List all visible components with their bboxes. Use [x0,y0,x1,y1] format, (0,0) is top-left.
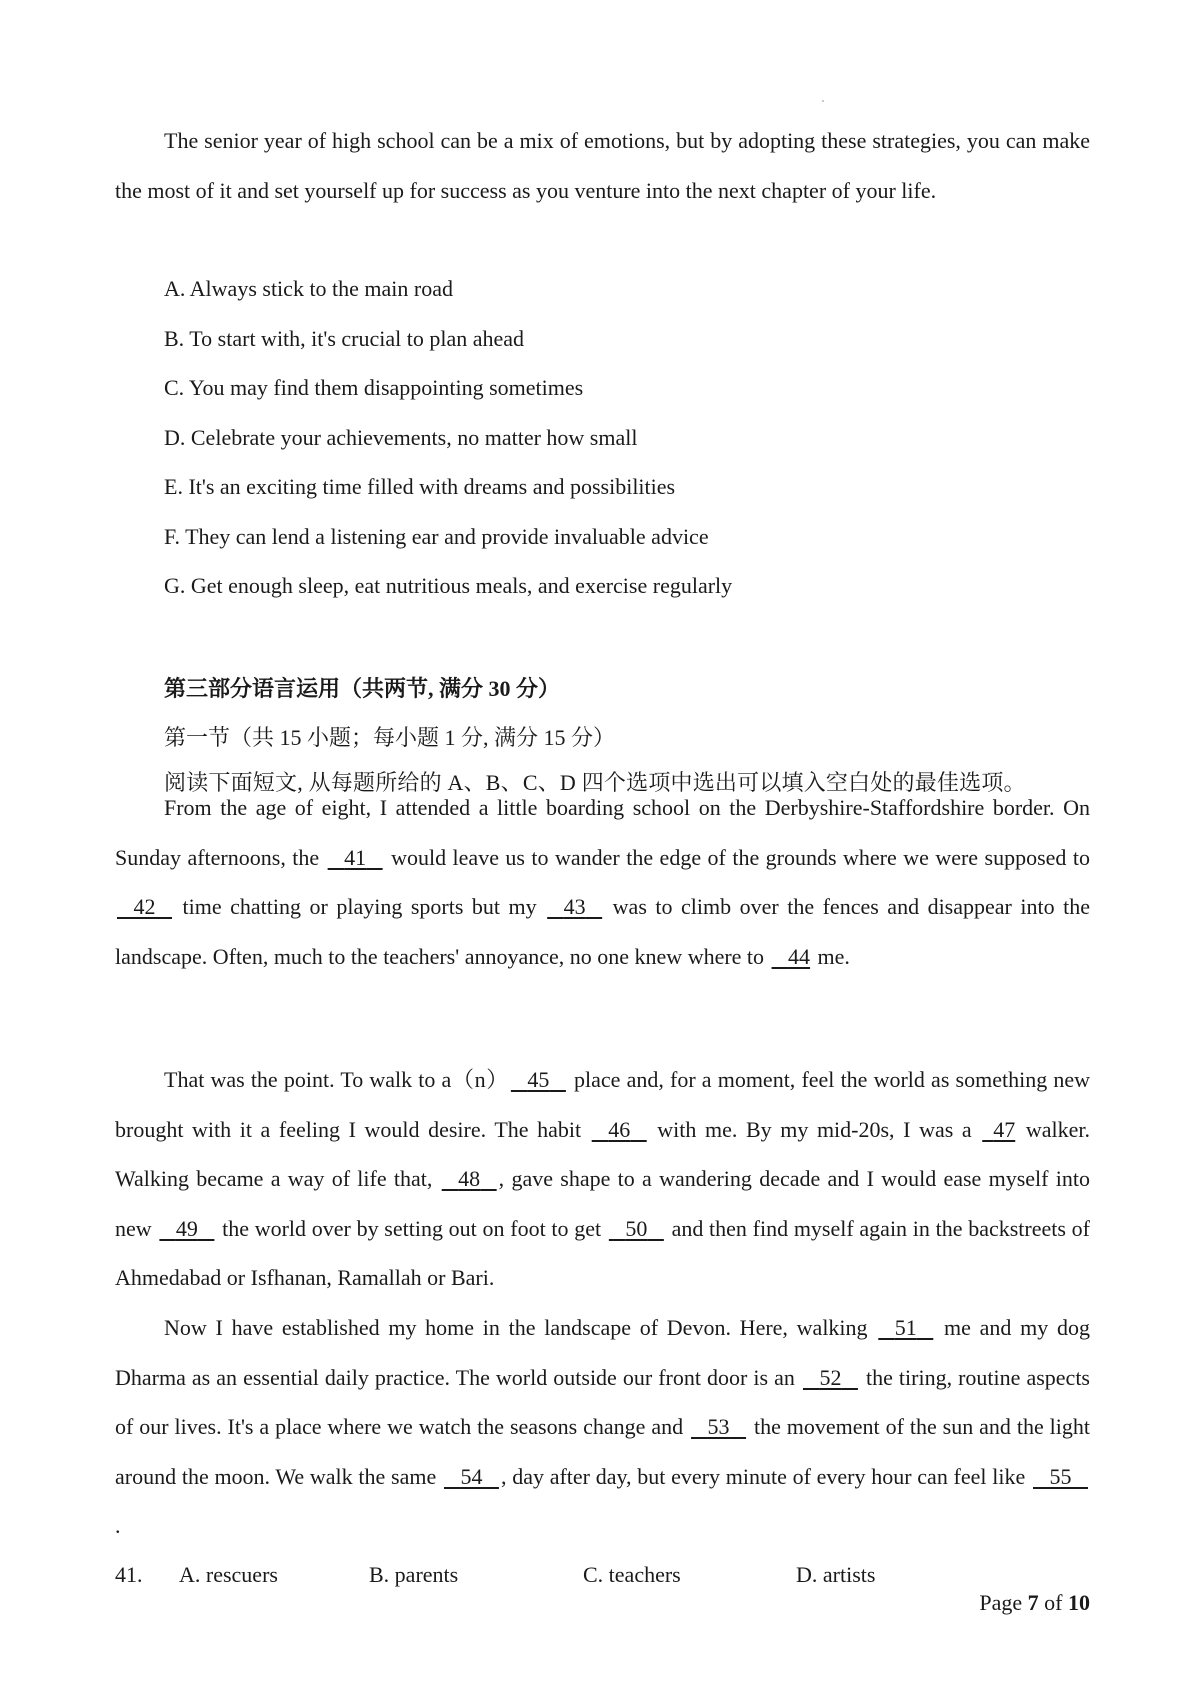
cloze-text: was to climb over the fences and disappear into the landscape. Often, much to the teachers' annoyance, no one knew where to [115,894,1090,969]
cloze-text: walker. Walking became a way of life that, [115,1116,1090,1191]
cloze-text: the world over by setting out on foot to get [216,1215,607,1241]
section-instruction: 阅读下面短文, 从每题所给的 A、B、C、D 四个选项中选出可以填入空白处的最佳选项。 [164,770,1026,795]
blank-41-number: 41 [344,844,367,870]
option-e: E. It's an exciting time filled with dreams and possibilities [164,474,676,499]
page-number-total: 10 [1068,1590,1090,1615]
answer-options-list [164,264,1064,611]
cloze-text: , day after day, but every minute of every hour can feel like [500,1463,1031,1489]
cloze-paragraph-2 [115,1055,1090,1303]
cloze-paragraph-1 [115,783,1090,981]
blank-50 [607,1204,666,1254]
option-a: A. Always stick to the main road [164,276,454,301]
option-b: B. To start with, it's crucial to plan ahead [164,325,525,351]
cloze-text: From the age of eight, I attended a little boarding school on the Derbyshire-Staffordshire border. On Sunday afternoons, the [115,795,1090,870]
blank-47-number: 47 [993,1116,1016,1142]
blank-43-number: 43 [563,894,586,919]
blank-53 [689,1402,748,1452]
blank-49 [157,1204,216,1254]
question-41-option-b: B. parents [369,1562,459,1587]
cloze-text: with me. By my mid-20s, I was a [648,1116,981,1142]
cloze-text: , gave shape to a wandering decade and I would ease myself into new [115,1166,1090,1241]
page-number [979,1583,1090,1623]
blank-53-number: 53 [707,1414,730,1439]
cloze-text: and then find myself again in the backstreets of Ahmedabad or Isfhanan, Ramallah or Bari. [115,1215,1090,1290]
cloze-text: me and my dog Dharma as an essential daily practice. The world outside our front door is an [115,1315,1090,1390]
option-d: D. Celebrate your achievements, no matter how small [164,424,638,450]
blank-41 [326,833,385,883]
blank-47 [980,1105,1017,1155]
option-c: C. You may find them disappointing sometimes [164,375,584,400]
cloze-text: time chatting or playing sports but my [174,894,546,919]
page-number-prefix: Page [979,1590,1028,1615]
section-title: 第三部分语言运用（共两节, 满分 30 分） [164,676,561,701]
cloze-paragraph-3 [115,1303,1090,1551]
question-41-option-a: A. rescuers [179,1562,278,1587]
blank-46 [590,1105,649,1155]
scan-speck [822,100,824,102]
blank-48-number: 48 [458,1166,481,1191]
page-number-separator: of [1038,1590,1068,1615]
cloze-text: would leave us to wander the edge of the grounds where we were supposed to [384,844,1090,870]
cloze-text: the tiring, routine aspects of our lives. It's a place where we watch the seasons change and [115,1364,1090,1439]
cloze-text: me. [812,943,850,969]
page-number-current: 7 [1027,1590,1039,1615]
blank-46-number: 46 [608,1116,631,1142]
blank-52 [801,1353,860,1403]
blank-44-number: 44 [788,943,811,969]
blank-54 [442,1452,501,1502]
cloze-text: the movement of the sun and the light around the moon. We walk the same [115,1414,1090,1489]
passage-conclusion [115,116,1090,215]
blank-55-number: 55 [1049,1463,1072,1489]
blank-45-number: 45 [527,1067,550,1092]
blank-55 [1031,1452,1090,1502]
cloze-text: . [115,1513,121,1538]
blank-51-number: 51 [894,1315,917,1340]
blank-43 [545,882,604,932]
blank-51 [876,1303,935,1353]
option-f: F. They can lend a listening ear and provide invaluable advice [164,523,709,549]
blank-44 [770,932,813,982]
cloze-text: That was the point. To walk to a（n） [164,1067,509,1092]
option-g: G. Get enough sleep, eat nutritious meals, and exercise regularly [164,573,733,598]
cloze-text: Now I have established my home in the landscape of Devon. Here, walking [164,1315,877,1340]
blank-45 [509,1055,568,1105]
subsection-title: 第一节（共 15 小题；每小题 1 分, 满分 15 分） [164,725,616,750]
cloze-text: place and, for a moment, feel the world as something new brought with it a feeling I would desire. The habit [115,1067,1090,1142]
blank-52-number: 52 [819,1364,842,1390]
passage-conclusion-text: The senior year of high school can be a mix of emotions, but by adopting these strategies, you can make the most of it and set yourself up for success as you venture into the next chapter of your life. [115,128,1090,203]
question-41-number: 41. [115,1562,143,1587]
blank-48 [440,1154,499,1204]
blank-54-number: 54 [460,1463,483,1489]
question-41-option-d: D. artists [796,1562,876,1587]
blank-42-number: 42 [133,894,156,919]
blank-49-number: 49 [175,1215,198,1241]
blank-50-number: 50 [625,1215,648,1241]
blank-42 [115,882,174,932]
question-41-option-c: C. teachers [583,1562,681,1587]
